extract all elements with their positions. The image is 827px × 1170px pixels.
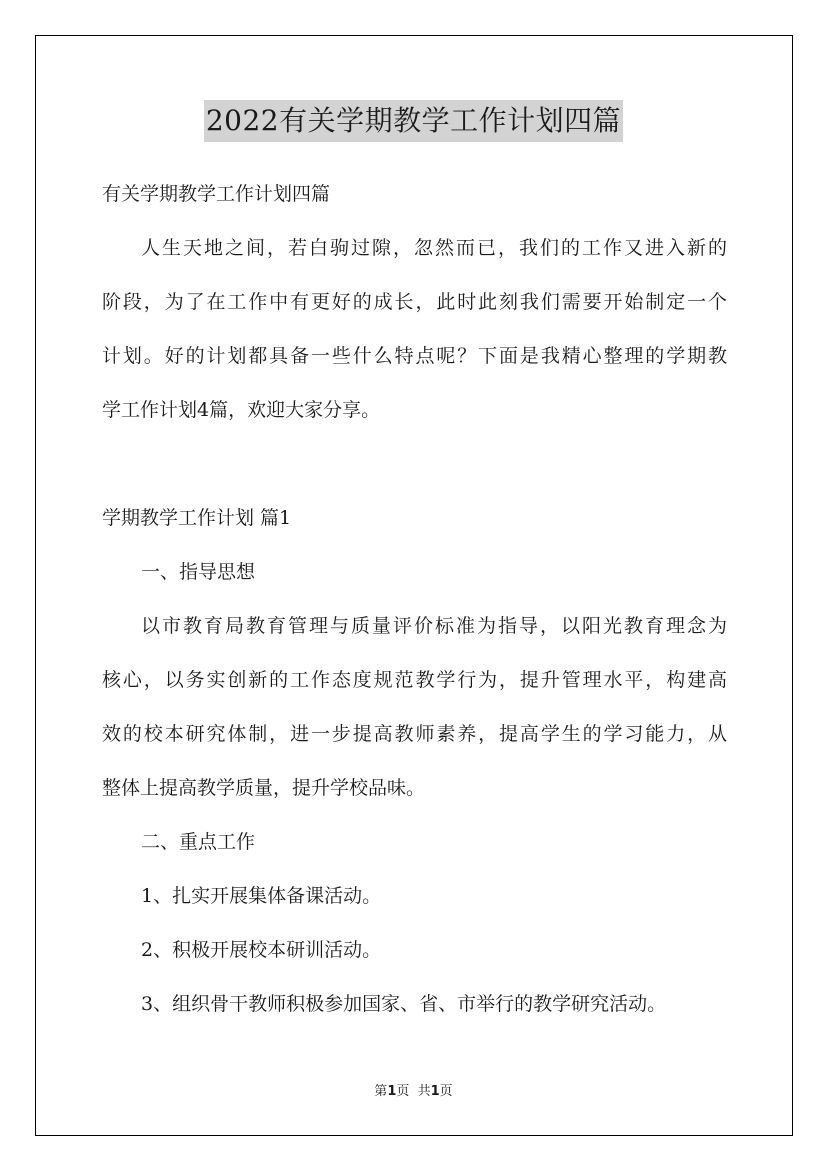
footer-suffix: 页 <box>439 1084 453 1099</box>
intro-line-2: 阶段，为了在工作中有更好的成长，此时此刻我们需要开始制定一个 <box>102 291 727 313</box>
list-item-3: 3、组织骨干教师积极参加国家、省、市举行的教学研究活动。 <box>141 993 667 1015</box>
document-subtitle: 有关学期教学工作计划四篇 <box>102 183 331 205</box>
footer-prefix: 第 <box>374 1084 388 1099</box>
title-container <box>0 100 827 142</box>
part1-line-4: 整体上提高教学质量，提升学校品味。 <box>102 777 426 799</box>
footer-mid: 页 共 <box>396 1084 431 1099</box>
document-title: 2022有关学期教学工作计划四篇 <box>204 100 623 142</box>
list-item-1: 1、扎实开展集体备课活动。 <box>141 885 382 907</box>
intro-line-1: 人生天地之间，若白驹过隙，忽然而已，我们的工作又进入新的 <box>141 237 727 259</box>
part1-line-3: 效的校本研究体制，进一步提高教师素养，提高学生的学习能力，从 <box>102 723 727 745</box>
section-heading: 学期教学工作计划 篇1 <box>102 507 292 529</box>
intro-line-4: 学工作计划4篇，欢迎大家分享。 <box>102 399 381 421</box>
part1-heading: 一、指导思想 <box>141 561 256 583</box>
footer-page-number: 1 <box>387 1084 397 1099</box>
intro-line-3: 计划。好的计划都具备一些什么特点呢？下面是我精心整理的学期教 <box>102 345 727 367</box>
list-item-2: 2、积极开展校本研训活动。 <box>141 939 382 961</box>
page-footer <box>0 1082 827 1102</box>
part1-line-1: 以市教育局教育管理与质量评价标准为指导，以阳光教育理念为 <box>141 615 727 637</box>
part2-heading: 二、重点工作 <box>141 831 256 853</box>
footer-total-pages: 1 <box>430 1084 440 1099</box>
part1-line-2: 核心，以务实创新的工作态度规范教学行为，提升管理水平，构建高 <box>102 669 727 691</box>
